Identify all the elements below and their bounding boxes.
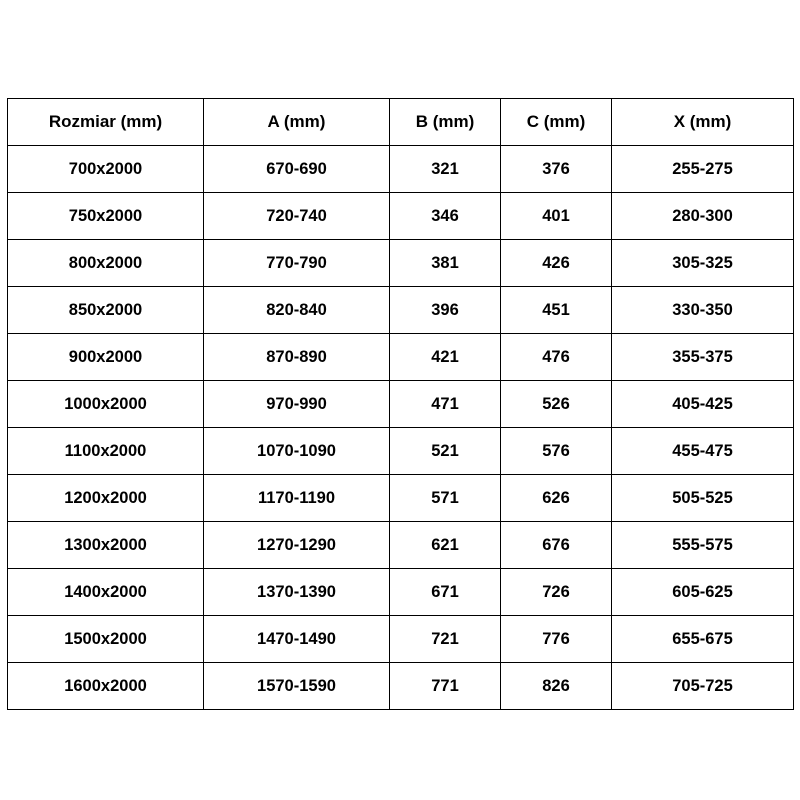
- table-row: [8, 193, 794, 240]
- cell-a: 970-990: [204, 381, 390, 428]
- cell-rozmiar: 800x2000: [8, 240, 204, 287]
- column-header-b: B (mm): [390, 99, 501, 146]
- cell-b: 721: [390, 616, 501, 663]
- table-row: [8, 381, 794, 428]
- cell-b: 321: [390, 146, 501, 193]
- cell-rozmiar: 1600x2000: [8, 663, 204, 710]
- cell-rozmiar: 700x2000: [8, 146, 204, 193]
- cell-x: 330-350: [612, 287, 794, 334]
- table-row: [8, 287, 794, 334]
- cell-b: 346: [390, 193, 501, 240]
- cell-c: 626: [501, 475, 612, 522]
- cell-a: 1070-1090: [204, 428, 390, 475]
- cell-a: 720-740: [204, 193, 390, 240]
- table-row: [8, 569, 794, 616]
- table-header: [8, 99, 794, 146]
- table-row: [8, 616, 794, 663]
- cell-b: 571: [390, 475, 501, 522]
- size-table-container: [7, 98, 793, 710]
- cell-rozmiar: 1100x2000: [8, 428, 204, 475]
- cell-b: 396: [390, 287, 501, 334]
- cell-x: 655-675: [612, 616, 794, 663]
- cell-b: 671: [390, 569, 501, 616]
- table-row: [8, 428, 794, 475]
- column-header-x: X (mm): [612, 99, 794, 146]
- cell-rozmiar: 850x2000: [8, 287, 204, 334]
- cell-c: 401: [501, 193, 612, 240]
- table-header-row: [8, 99, 794, 146]
- column-header-a: A (mm): [204, 99, 390, 146]
- cell-rozmiar: 900x2000: [8, 334, 204, 381]
- cell-x: 505-525: [612, 475, 794, 522]
- cell-x: 455-475: [612, 428, 794, 475]
- cell-a: 670-690: [204, 146, 390, 193]
- cell-c: 776: [501, 616, 612, 663]
- cell-x: 255-275: [612, 146, 794, 193]
- cell-b: 381: [390, 240, 501, 287]
- cell-x: 605-625: [612, 569, 794, 616]
- cell-b: 771: [390, 663, 501, 710]
- cell-a: 770-790: [204, 240, 390, 287]
- cell-b: 421: [390, 334, 501, 381]
- cell-rozmiar: 1200x2000: [8, 475, 204, 522]
- table-body: [8, 146, 794, 710]
- cell-a: 870-890: [204, 334, 390, 381]
- cell-c: 476: [501, 334, 612, 381]
- cell-c: 426: [501, 240, 612, 287]
- cell-b: 521: [390, 428, 501, 475]
- cell-rozmiar: 750x2000: [8, 193, 204, 240]
- cell-c: 576: [501, 428, 612, 475]
- cell-a: 1270-1290: [204, 522, 390, 569]
- column-header-rozmiar: Rozmiar (mm): [8, 99, 204, 146]
- cell-c: 726: [501, 569, 612, 616]
- cell-a: 1170-1190: [204, 475, 390, 522]
- cell-x: 305-325: [612, 240, 794, 287]
- cell-a: 1470-1490: [204, 616, 390, 663]
- cell-rozmiar: 1000x2000: [8, 381, 204, 428]
- cell-x: 555-575: [612, 522, 794, 569]
- cell-rozmiar: 1300x2000: [8, 522, 204, 569]
- table-row: [8, 334, 794, 381]
- cell-c: 376: [501, 146, 612, 193]
- cell-a: 1370-1390: [204, 569, 390, 616]
- size-table: [7, 98, 794, 710]
- cell-x: 355-375: [612, 334, 794, 381]
- cell-c: 526: [501, 381, 612, 428]
- cell-x: 280-300: [612, 193, 794, 240]
- cell-c: 826: [501, 663, 612, 710]
- table-row: [8, 240, 794, 287]
- cell-c: 451: [501, 287, 612, 334]
- column-header-c: C (mm): [501, 99, 612, 146]
- cell-b: 471: [390, 381, 501, 428]
- cell-rozmiar: 1400x2000: [8, 569, 204, 616]
- table-row: [8, 663, 794, 710]
- cell-rozmiar: 1500x2000: [8, 616, 204, 663]
- table-row: [8, 475, 794, 522]
- cell-x: 705-725: [612, 663, 794, 710]
- cell-a: 1570-1590: [204, 663, 390, 710]
- table-row: [8, 146, 794, 193]
- cell-x: 405-425: [612, 381, 794, 428]
- table-row: [8, 522, 794, 569]
- cell-a: 820-840: [204, 287, 390, 334]
- cell-c: 676: [501, 522, 612, 569]
- cell-b: 621: [390, 522, 501, 569]
